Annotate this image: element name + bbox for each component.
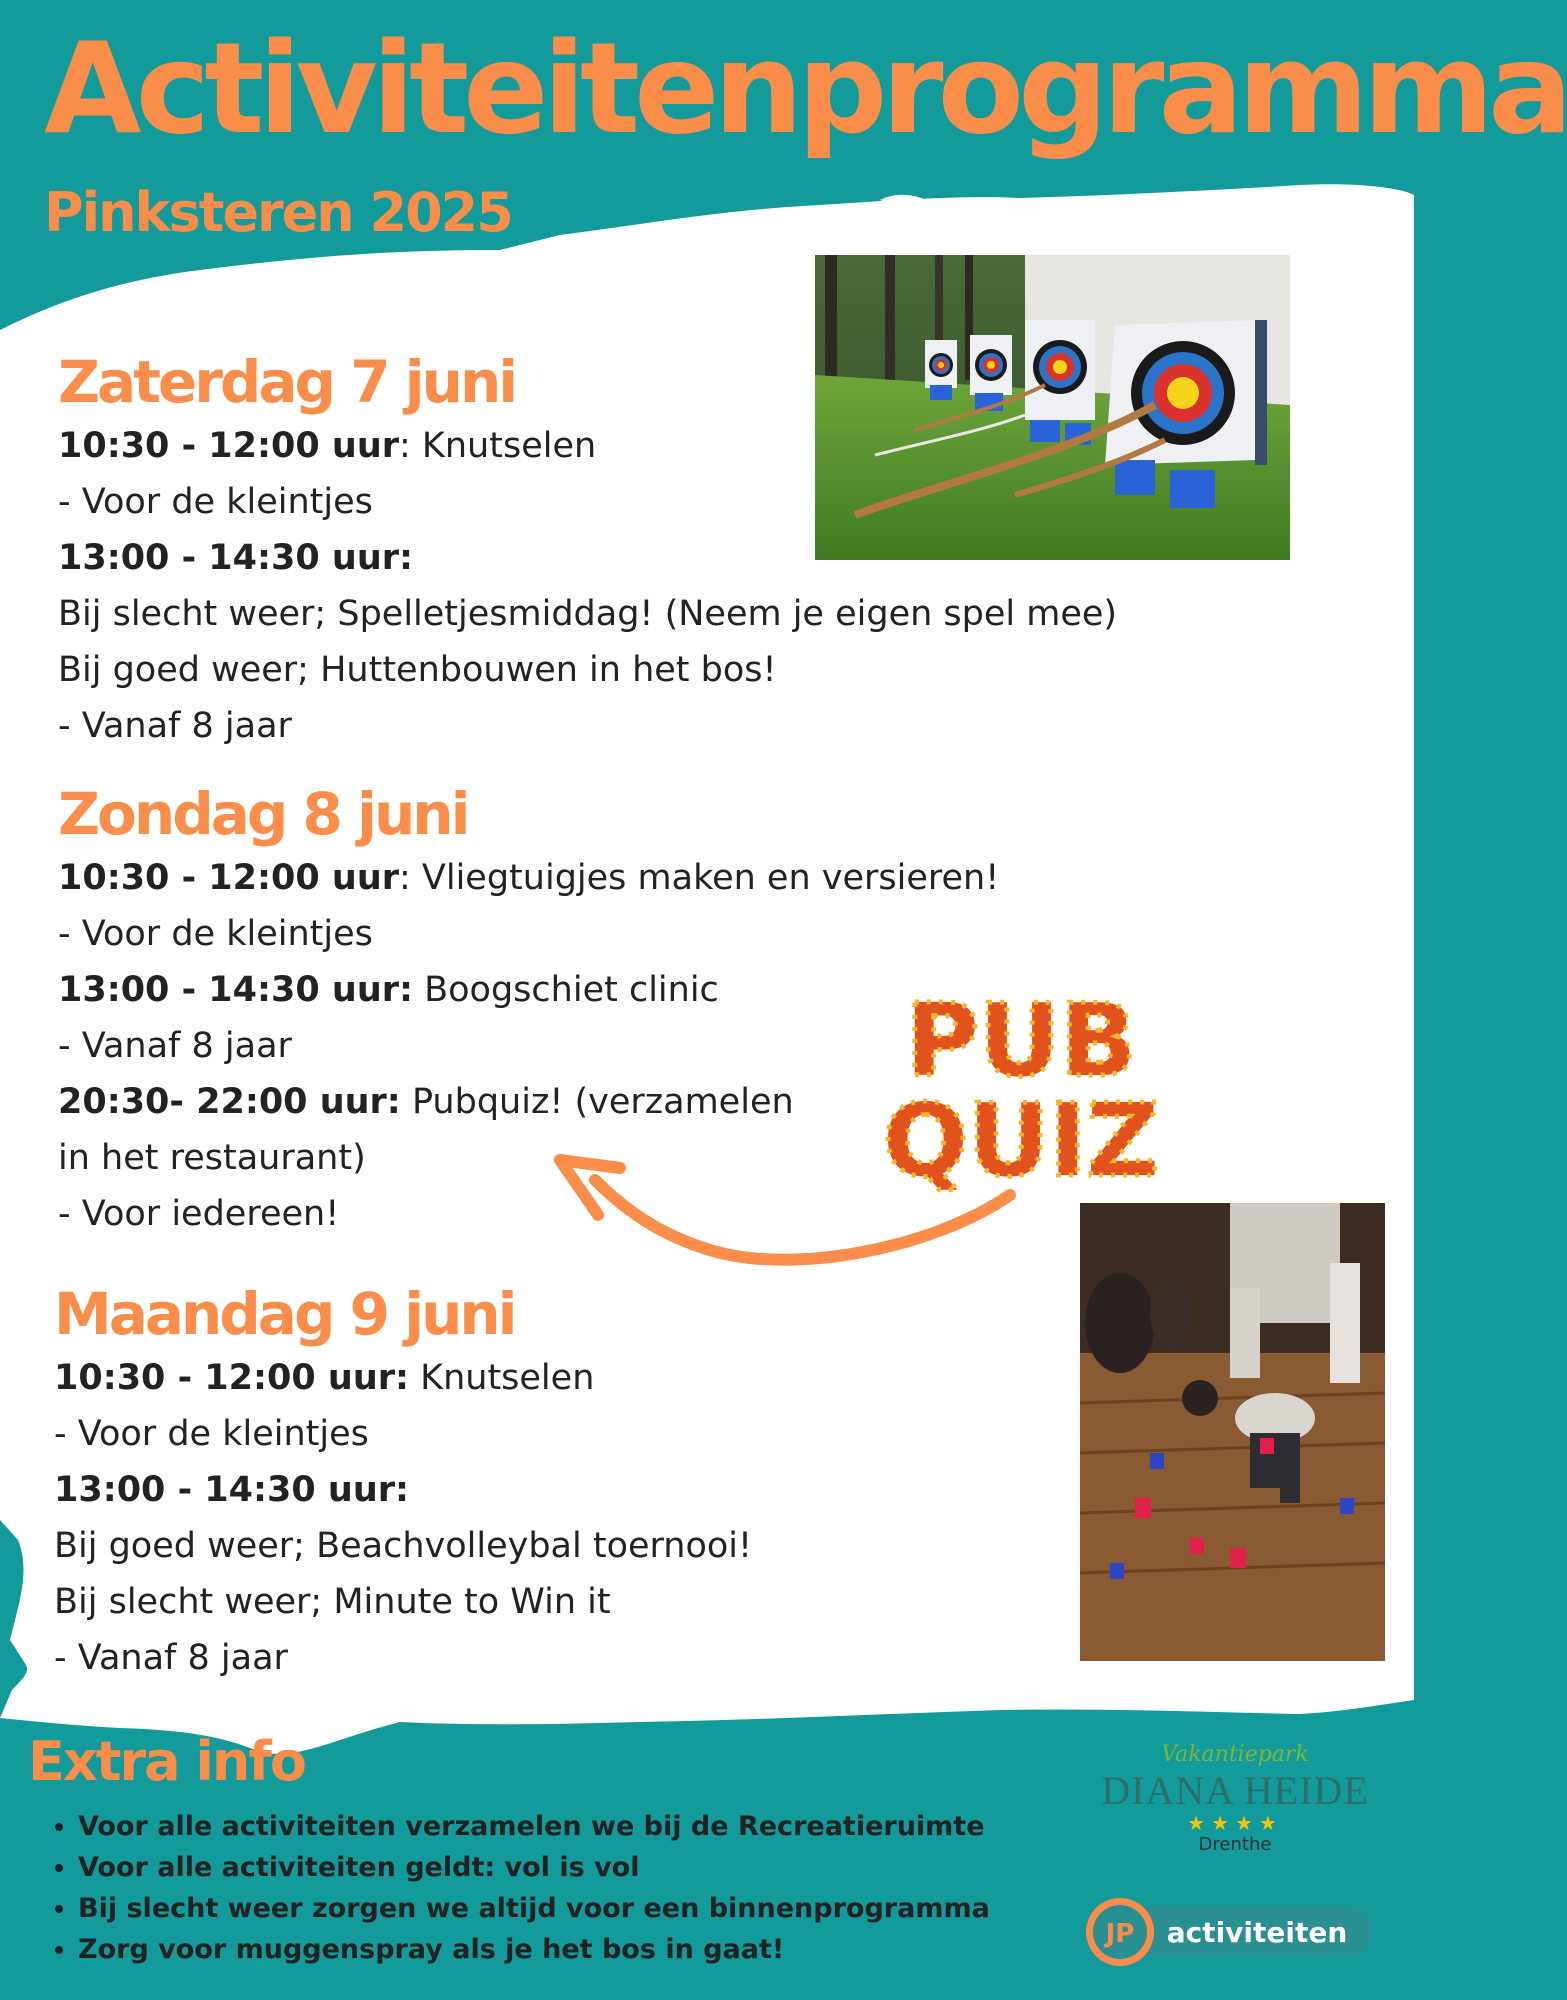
activity-text: : Vliegtuigjes maken en versieren! <box>399 858 1000 898</box>
schedule-line <box>58 698 958 754</box>
logo-script-text: Vakantiepark <box>1161 1742 1309 1767</box>
pub-quiz-line2: QUIZ <box>883 1082 1159 1199</box>
time-label: 10:30 - 12:00 uur <box>58 858 399 898</box>
schedule-line <box>58 962 958 1018</box>
jp-mark: JP <box>1105 1919 1135 1949</box>
page-title: Activiteitenprogramma <box>44 15 1567 162</box>
extra-info-item: • Voor alle activiteiten verzamelen we bij de Recreatieruimte <box>78 1806 990 1847</box>
activity-text: - Voor iedereen! <box>58 1194 340 1234</box>
schedule-line <box>54 1462 954 1518</box>
day-section-monday <box>54 1282 954 1686</box>
activity-text: - Voor de kleintjes <box>58 914 373 954</box>
time-label: 13:00 - 14:30 uur: <box>54 1470 409 1510</box>
extra-info-list <box>40 1806 990 1970</box>
pub-quiz-line1: PUB <box>905 982 1137 1099</box>
extra-info-item: • Zorg voor muggenspray als je het bos in gaat! <box>78 1929 990 1970</box>
extra-info-item: • Bij slecht weer zorgen we altijd voor een binnenprogramma <box>78 1888 990 1929</box>
time-label: 13:00 - 14:30 uur: <box>58 538 413 578</box>
activity-text: Bij slecht weer; Minute to Win it <box>54 1582 611 1622</box>
activity-text: - Voor de kleintjes <box>54 1414 369 1454</box>
activity-text: Knutselen <box>409 1358 595 1398</box>
schedule-line <box>54 1630 954 1686</box>
schedule-line <box>58 906 958 962</box>
archery-photo <box>815 255 1290 560</box>
day-title: Zondag 8 juni <box>58 780 468 848</box>
activity-text: Boogschiet clinic <box>413 970 719 1010</box>
day-title: Zaterdag 7 juni <box>58 348 516 416</box>
extra-info-item: • Voor alle activiteiten geldt: vol is vol <box>78 1847 990 1888</box>
schedule-line <box>58 642 958 698</box>
schedule-line <box>54 1574 954 1630</box>
jp-activiteiten-logo <box>1082 1894 1382 1970</box>
activity-text: - Vanaf 8 jaar <box>58 706 292 746</box>
activity-text: : Knutselen <box>399 426 597 466</box>
activity-text: - Voor de kleintjes <box>58 482 373 522</box>
schedule-line <box>58 586 1118 642</box>
schedule-line <box>54 1518 954 1574</box>
curved-arrow-icon <box>550 1140 1020 1280</box>
time-label: 10:30 - 12:00 uur <box>58 426 399 466</box>
time-label: 10:30 - 12:00 uur: <box>54 1358 409 1398</box>
schedule-line <box>54 1350 954 1406</box>
activity-text: in het restaurant) <box>58 1138 366 1178</box>
schedule-line <box>58 850 1000 906</box>
schedule-line <box>58 1018 958 1074</box>
logo-region-text: Drenthe <box>1198 1834 1272 1855</box>
pub-quiz-photo <box>1080 1203 1385 1661</box>
activity-text: Bij goed weer; Beachvolleybal toernooi! <box>54 1526 753 1566</box>
logo-name-text: DIANA HEIDE <box>1101 1768 1369 1813</box>
day-title: Maandag 9 juni <box>54 1280 515 1348</box>
time-label: 13:00 - 14:30 uur: <box>58 970 413 1010</box>
star-rating-icon: ★★★★ <box>1187 1811 1283 1835</box>
activity-text: Bij goed weer; Huttenbouwen in het bos! <box>58 650 777 690</box>
schedule-line <box>58 1074 958 1130</box>
time-label: 20:30- 22:00 uur: <box>58 1082 401 1122</box>
activity-text: - Vanaf 8 jaar <box>58 1026 292 1066</box>
activity-text: Bij slecht weer; Spelletjesmiddag! (Neem je eigen spel mee) <box>58 594 1118 634</box>
extra-info-title: Extra info <box>28 1730 305 1793</box>
schedule-line <box>54 1406 954 1462</box>
jp-text: activiteiten <box>1166 1916 1348 1949</box>
activity-text: Pubquiz! (verzamelen <box>400 1082 794 1122</box>
page-subtitle: Pinksteren 2025 <box>44 181 512 244</box>
activity-text: - Vanaf 8 jaar <box>54 1638 288 1678</box>
diana-heide-logo <box>1090 1740 1380 1870</box>
